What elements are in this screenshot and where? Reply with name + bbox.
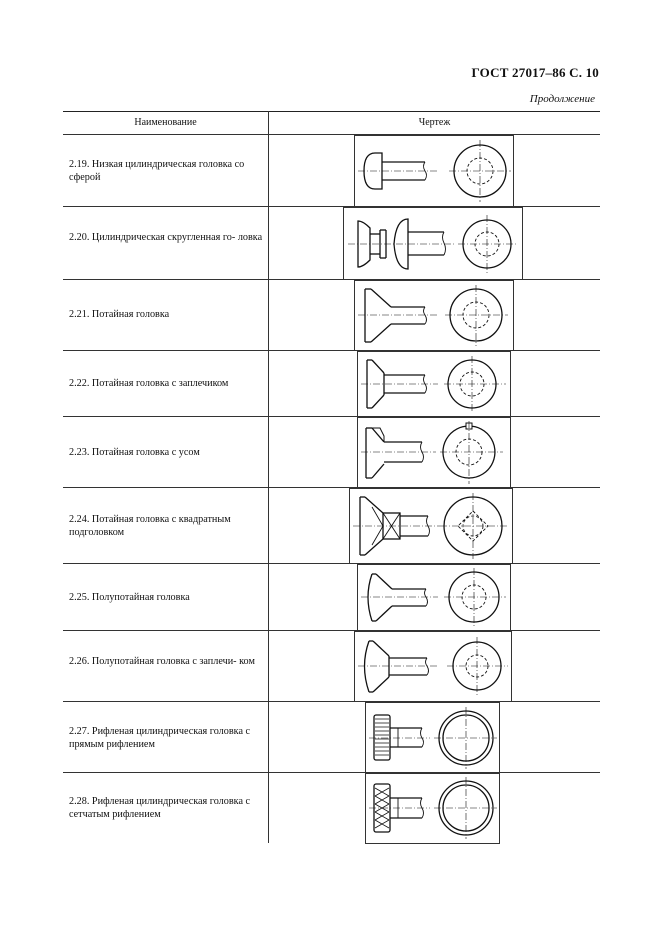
table-row: [63, 350, 600, 417]
drawing-countersunk-head-with-nib: [357, 417, 511, 488]
row-name: 2.19. Низкая цилиндрическая головка со сферой: [69, 159, 245, 183]
drawing-countersunk-head-square-neck: [349, 488, 513, 564]
table-row: [63, 279, 600, 351]
continuation-label: Продолжение: [529, 93, 595, 105]
row-name: 2.25. Полупотайная головка: [69, 592, 190, 603]
drawing-countersunk-head: [354, 280, 514, 351]
row-name: 2.21. Потайная головка: [69, 309, 170, 320]
table-row: [63, 487, 600, 564]
drawing-countersunk-head-with-shoulder: [357, 351, 511, 417]
drawing-raised-countersunk-head: [357, 564, 511, 631]
column-header-name: Наименование: [134, 117, 197, 128]
column-header-drawing: Чертеж: [418, 117, 451, 128]
table-row: [63, 772, 600, 844]
row-name: 2.24. Потайная головка с квадратным подголовком: [69, 514, 231, 538]
drawing-raised-countersunk-head-with-shoulder: [354, 631, 512, 702]
row-name: 2.22. Потайная головка с заплечиком: [69, 378, 229, 389]
table-row: [63, 134, 600, 207]
table-row: [63, 701, 600, 773]
row-name: 2.27. Рифленая цилиндрическая головка с прямым рифлением: [69, 726, 251, 750]
drawing-knurled-head-straight: [365, 702, 500, 773]
row-name: 2.20. Цилиндрическая скругленная го- ловка: [69, 232, 263, 243]
row-name: 2.28. Рифленая цилиндрическая головка с сетчатым рифлением: [69, 796, 251, 820]
row-name: 2.23. Потайная головка с усом: [69, 447, 200, 458]
document-header: ГОСТ 27017–86 С. 10: [471, 65, 599, 80]
table-row: [63, 206, 600, 280]
table-row: [63, 630, 600, 702]
drawing-cylindrical-rounded-head: [343, 207, 523, 280]
row-name: 2.26. Полупотайная головка с заплечи- ком: [69, 656, 255, 667]
table-row: [63, 416, 600, 488]
table-row: [63, 563, 600, 631]
drawing-knurled-head-diamond: [365, 773, 500, 844]
drawing-low-cylindrical-spherical-head: [354, 135, 514, 207]
